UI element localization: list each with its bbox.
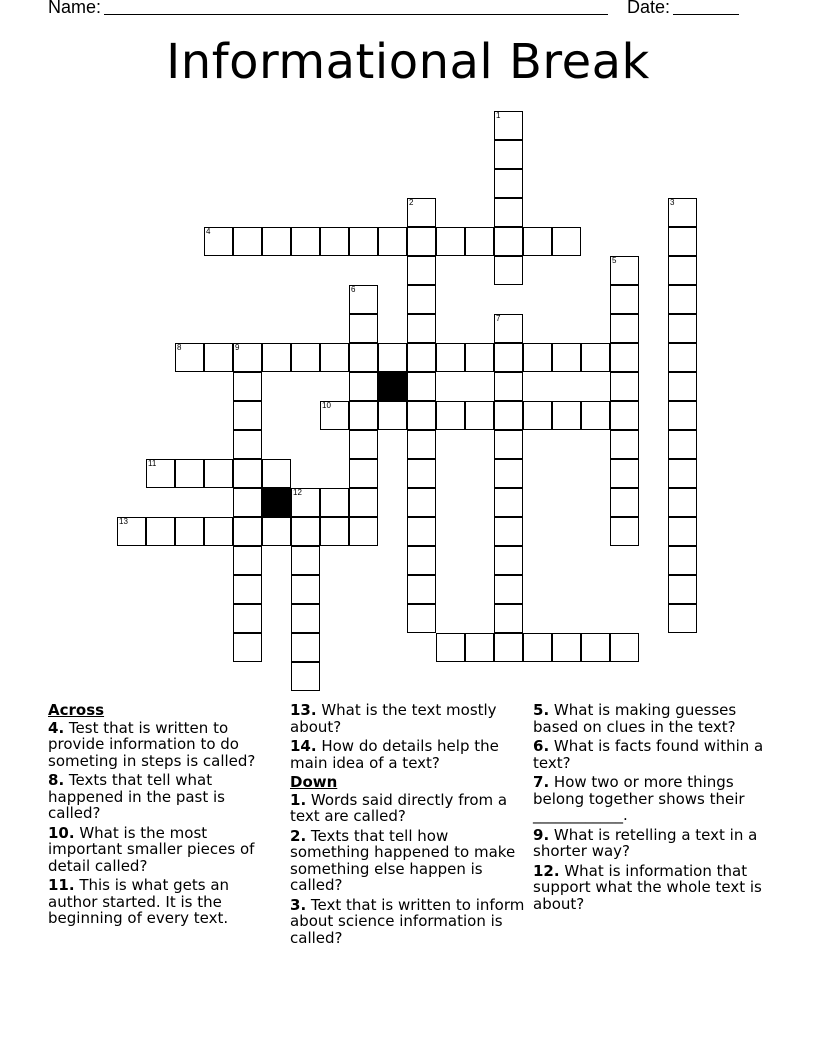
grid-cell[interactable] [320, 488, 349, 517]
grid-cell[interactable] [436, 227, 465, 256]
grid-cell[interactable] [494, 488, 523, 517]
grid-cell[interactable] [610, 430, 639, 459]
clue-down-2: 2. Texts that tell how something happened to make something else happen is called? [290, 826, 516, 894]
grid-cell[interactable] [291, 633, 320, 662]
clue-number: 4 [48, 718, 59, 737]
grid-cell[interactable] [291, 488, 320, 517]
grid-cell[interactable] [668, 227, 697, 256]
clue-text: What is retelling a text in a shorter way? [533, 825, 758, 860]
grid-cell[interactable] [262, 517, 291, 546]
cell-number: 8 [177, 343, 182, 352]
grid-cell[interactable] [668, 285, 697, 314]
clue-text: How do details help the main idea of a text? [290, 737, 499, 772]
grid-cell[interactable] [494, 401, 523, 430]
grid-cell[interactable] [668, 488, 697, 517]
grid-cell[interactable] [436, 633, 465, 662]
grid-cell[interactable] [291, 604, 320, 633]
grid-cell[interactable] [233, 372, 262, 401]
clue-text: What is facts found within a text? [533, 737, 764, 772]
grid-cell[interactable] [407, 343, 436, 372]
grid-cell[interactable] [233, 430, 262, 459]
grid-cell[interactable] [610, 256, 639, 285]
clue-number: 10 [48, 823, 69, 842]
grid-cell[interactable] [494, 430, 523, 459]
grid-cell[interactable] [291, 546, 320, 575]
cell-number: 12 [293, 488, 302, 497]
grid-cell[interactable] [494, 604, 523, 633]
grid-cell[interactable] [465, 227, 494, 256]
grid-cell[interactable] [262, 227, 291, 256]
grid-cell[interactable] [407, 488, 436, 517]
clues-column-3 [533, 702, 773, 915]
grid-cell[interactable] [523, 633, 552, 662]
grid-cell[interactable] [233, 633, 262, 662]
grid-cell[interactable] [233, 227, 262, 256]
grid-cell[interactable] [291, 517, 320, 546]
grid-cell[interactable] [407, 314, 436, 343]
grid-cell[interactable] [117, 517, 146, 546]
grid-cell[interactable] [668, 517, 697, 546]
clue-across-10: 10. What is the most important smaller pieces of detail called? [48, 823, 255, 875]
clue-text: What is the text mostly about? [290, 701, 497, 736]
grid-cell[interactable] [610, 343, 639, 372]
name-label: Name: [48, 0, 102, 17]
clue-text: What is the most important smaller pieces of detail called? [48, 823, 255, 875]
grid-cell[interactable] [291, 343, 320, 372]
clue-number: 6 [533, 737, 544, 755]
grid-cell[interactable] [668, 314, 697, 343]
grid-cell[interactable] [378, 343, 407, 372]
cell-number: 6 [351, 285, 356, 294]
grid-cell[interactable] [668, 256, 697, 285]
cell-number: 7 [496, 314, 501, 323]
grid-cell[interactable] [523, 401, 552, 430]
clue-across-4: 4. Test that is written to provide information to do someting in steps is called? [48, 718, 256, 770]
grid-cell[interactable] [581, 633, 610, 662]
grid-cell[interactable] [494, 169, 523, 198]
puzzle-title: Informational Break [166, 34, 650, 90]
grid-cell[interactable] [552, 633, 581, 662]
grid-cell[interactable] [523, 343, 552, 372]
clue-across-8: 8. Texts that tell what happened in the past is called? [48, 771, 225, 822]
grid-cell[interactable] [349, 459, 378, 488]
grid-cell[interactable] [407, 575, 436, 604]
grid-cell[interactable] [407, 198, 436, 227]
clue-down-12: 12. What is information that support what the whole text is about? [533, 861, 762, 913]
grid-cell[interactable] [494, 314, 523, 343]
grid-cell[interactable] [668, 604, 697, 633]
down-heading: Down [290, 773, 338, 791]
grid-cell[interactable] [465, 633, 494, 662]
clue-number: 13 [290, 701, 311, 719]
cell-number: 5 [612, 256, 617, 265]
grid-cell[interactable] [233, 575, 262, 604]
grid-cell[interactable] [668, 430, 697, 459]
grid-cell[interactable] [581, 401, 610, 430]
clue-across-14: 14. How do details help the main idea of a text? [290, 737, 499, 772]
grid-cell[interactable] [494, 343, 523, 372]
grid-cell[interactable] [494, 198, 523, 227]
grid-cell[interactable] [320, 343, 349, 372]
grid-cell[interactable] [407, 256, 436, 285]
grid-cell[interactable] [407, 430, 436, 459]
grid-cell[interactable] [407, 372, 436, 401]
clue-text: How two or more things belong together shows their ____________. [533, 773, 745, 824]
grid-cell[interactable] [668, 401, 697, 430]
grid-cell[interactable] [610, 517, 639, 546]
grid-cell[interactable] [668, 546, 697, 575]
grid-cell[interactable] [494, 459, 523, 488]
grid-cell[interactable] [175, 517, 204, 546]
clue-down-1: 1. Words said directly from a text are called? [290, 790, 508, 825]
grid-cell[interactable] [262, 459, 291, 488]
grid-cell[interactable] [668, 459, 697, 488]
grid-cell[interactable] [233, 401, 262, 430]
clue-text: Texts that tell what happened in the past is called? [48, 771, 225, 822]
grid-cell[interactable] [175, 343, 204, 372]
grid-cell[interactable] [668, 343, 697, 372]
clue-down-3: 3. Text that is written to inform about science information is called? [290, 895, 525, 947]
clue-across-11: 11. This is what gets an author started. It is the beginning of every text. [48, 876, 230, 927]
grid-cell[interactable] [320, 517, 349, 546]
date-line [673, 14, 739, 15]
grid-cell[interactable] [233, 488, 262, 517]
black-cell [262, 488, 291, 517]
grid-cell[interactable] [349, 488, 378, 517]
grid-cell[interactable] [291, 227, 320, 256]
clue-number: 12 [533, 861, 554, 880]
grid-cell[interactable] [523, 227, 552, 256]
grid-cell[interactable] [378, 227, 407, 256]
grid-cell[interactable] [320, 227, 349, 256]
cell-number: 13 [119, 517, 128, 526]
clue-down-5: 5. What is making guesses based on clues in the text? [533, 701, 737, 736]
grid-cell[interactable] [610, 372, 639, 401]
clue-down-9: 9. What is retelling a text in a shorter way? [533, 825, 758, 860]
grid-cell[interactable] [349, 343, 378, 372]
grid-cell[interactable] [465, 343, 494, 372]
grid-cell[interactable] [552, 401, 581, 430]
grid-cell[interactable] [494, 227, 523, 256]
grid-cell[interactable] [407, 604, 436, 633]
grid-cell[interactable] [494, 517, 523, 546]
grid-cell[interactable] [668, 198, 697, 227]
clue-text: Text that is written to inform about science information is called? [290, 895, 525, 947]
clue-number: 1 [290, 790, 301, 809]
clue-down-6: 6. What is facts found within a text? [533, 737, 764, 772]
grid-cell[interactable] [668, 575, 697, 604]
grid-cell[interactable] [407, 459, 436, 488]
grid-cell[interactable] [610, 285, 639, 314]
grid-cell[interactable] [233, 517, 262, 546]
grid-cell[interactable] [349, 430, 378, 459]
grid-cell[interactable] [407, 546, 436, 575]
clue-number: 11 [48, 876, 69, 894]
grid-cell[interactable] [494, 140, 523, 169]
clue-text: Words said directly from a text are called? [290, 790, 508, 825]
grid-cell[interactable] [349, 401, 378, 430]
grid-cell[interactable] [204, 227, 233, 256]
grid-cell[interactable] [610, 459, 639, 488]
grid-cell[interactable] [349, 227, 378, 256]
grid-cell[interactable] [407, 517, 436, 546]
grid-cell[interactable] [494, 372, 523, 401]
grid-cell[interactable] [233, 459, 262, 488]
clue-number: 7 [533, 773, 544, 791]
grid-cell[interactable] [436, 343, 465, 372]
grid-cell[interactable] [610, 314, 639, 343]
grid-cell[interactable] [465, 401, 494, 430]
grid-cell[interactable] [146, 517, 175, 546]
clue-text: This is what gets an author started. It is the beginning of every text. [48, 876, 230, 927]
cell-number: 4 [206, 227, 211, 236]
cell-number: 9 [235, 343, 240, 352]
clue-across-13: 13. What is the text mostly about? [290, 701, 497, 736]
grid-cell[interactable] [349, 517, 378, 546]
grid-cell[interactable] [378, 401, 407, 430]
grid-cell[interactable] [552, 343, 581, 372]
grid-cell[interactable] [233, 343, 262, 372]
clue-number: 2 [290, 826, 301, 845]
cell-number: 1 [496, 111, 501, 120]
grid-cell[interactable] [320, 401, 349, 430]
grid-cell[interactable] [349, 285, 378, 314]
grid-cell[interactable] [233, 546, 262, 575]
clue-text: Test that is written to provide information to do someting in steps is called? [48, 718, 256, 770]
grid-cell[interactable] [204, 517, 233, 546]
grid-cell[interactable] [407, 227, 436, 256]
clue-text: What is information that support what the whole text is about? [533, 861, 762, 913]
grid-cell[interactable] [494, 256, 523, 285]
name-line [104, 14, 608, 15]
grid-cell[interactable] [552, 227, 581, 256]
grid-cell[interactable] [349, 372, 378, 401]
grid-cell[interactable] [349, 314, 378, 343]
grid-cell[interactable] [291, 662, 320, 691]
grid-cell[interactable] [610, 401, 639, 430]
clue-number: 8 [48, 771, 59, 789]
clue-number: 9 [533, 825, 544, 844]
grid-cell[interactable] [494, 633, 523, 662]
clue-text: Texts that tell how something happened to make something else happen is called? [290, 826, 516, 894]
clues-column-1 [48, 702, 278, 930]
cell-number: 11 [148, 459, 157, 468]
cell-number: 3 [670, 198, 675, 207]
grid-cell[interactable] [494, 546, 523, 575]
grid-cell[interactable] [204, 343, 233, 372]
clue-down-7: 7. How two or more things belong together shows their ____________. [533, 773, 745, 824]
grid-cell[interactable] [233, 604, 262, 633]
clue-number: 3 [290, 895, 301, 914]
grid-cell[interactable] [291, 575, 320, 604]
grid-cell[interactable] [668, 372, 697, 401]
grid-cell[interactable] [204, 459, 233, 488]
grid-cell[interactable] [407, 401, 436, 430]
clue-number: 14 [290, 737, 311, 755]
clues-column-2 [290, 702, 525, 949]
grid-cell[interactable] [494, 111, 523, 140]
across-heading: Across [48, 701, 105, 719]
grid-cell[interactable] [436, 401, 465, 430]
grid-cell[interactable] [610, 488, 639, 517]
cell-number: 10 [322, 401, 331, 410]
grid-cell[interactable] [262, 343, 291, 372]
date-label: Date: [627, 0, 671, 17]
cell-number: 2 [409, 198, 414, 207]
clue-number: 5 [533, 701, 544, 719]
grid-cell[interactable] [175, 459, 204, 488]
grid-cell[interactable] [494, 575, 523, 604]
clue-text: What is making guesses based on clues in the text? [533, 701, 737, 736]
grid-cell[interactable] [581, 343, 610, 372]
grid-cell[interactable] [407, 285, 436, 314]
grid-cell[interactable] [146, 459, 175, 488]
grid-cell[interactable] [610, 633, 639, 662]
black-cell [378, 372, 407, 401]
